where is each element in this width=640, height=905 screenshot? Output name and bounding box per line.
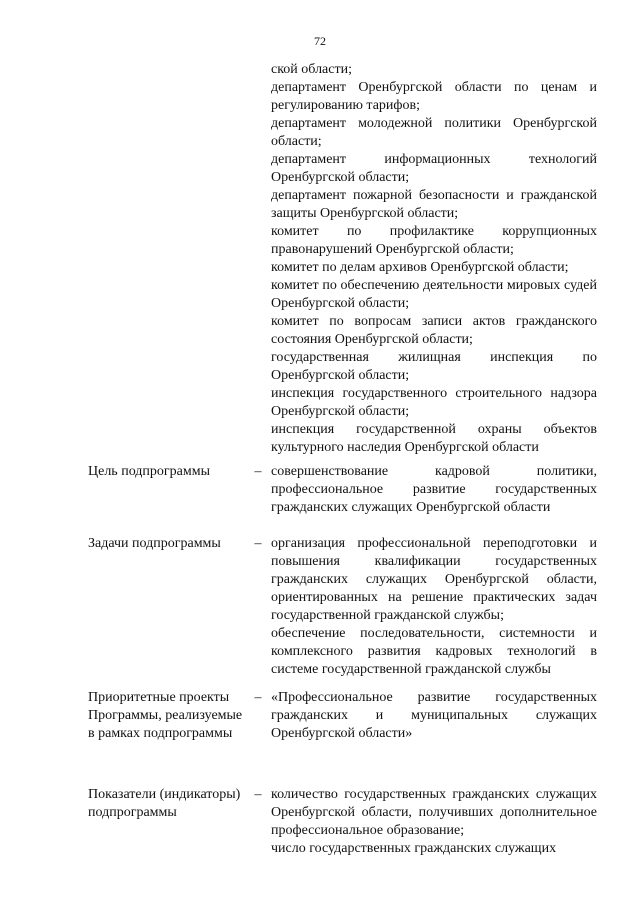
row-dash: –: [254, 690, 262, 705]
list-item: ской области;: [271, 62, 352, 77]
executors-list-continuation: [271, 61, 597, 457]
row-label: Показатели (индикаторы) подпрограммы: [88, 787, 241, 820]
value-paragraph: количество государственных гражданских служащих Оренбургской области, получивших дополнительное профессиональное образование;: [271, 787, 597, 838]
row-value: [271, 463, 597, 517]
value-paragraph: «Профессиональное развитие государственных гражданских и муниципальных служащих Оренбургской области»: [271, 690, 597, 741]
list-item: департамент пожарной безопасности и гражданской защиты Оренбургской области;: [271, 188, 597, 221]
page-number: 72: [314, 34, 326, 48]
list-item: инспекция государственной охраны объектов культурного наследия Оренбургской области: [271, 422, 597, 455]
row-dash: –: [254, 536, 262, 551]
row-value: [271, 689, 597, 743]
row-dash: –: [254, 787, 262, 802]
list-item: государственная жилищная инспекция по Оренбургской области;: [271, 350, 597, 383]
value-paragraph: организация профессиональной переподготовки и повышения квалификации государственных гражданских служащих Оренбургской области, ориентированных на решение практических задач государственной гражданской службы;: [271, 536, 597, 623]
list-item: комитет по делам архивов Оренбургской области;: [271, 260, 569, 275]
value-paragraph: совершенствование кадровой политики, профессиональное развитие государственных гражданских служащих Оренбургской области: [271, 464, 597, 515]
row-value: [271, 786, 597, 858]
list-item: департамент информационных технологий Оренбургской области;: [271, 152, 597, 185]
value-paragraph: обеспечение последовательности, системности и комплексного развития кадровых технологий в системе государственной гражданской службы: [271, 626, 597, 677]
row-dash: –: [254, 464, 262, 479]
row-value: [271, 535, 597, 679]
list-item: инспекция государственного строительного надзора Оренбургской области;: [271, 386, 597, 419]
list-item: департамент молодежной политики Оренбургской области;: [271, 116, 597, 149]
value-paragraph: число государственных гражданских служащих: [271, 841, 557, 856]
list-item: департамент Оренбургской области по ценам и регулированию тарифов;: [271, 80, 597, 113]
row-label: Задачи подпрограммы: [88, 536, 221, 551]
list-item: комитет по профилактике коррупционных правонарушений Оренбургской области;: [271, 224, 597, 257]
list-item: комитет по обеспечению деятельности мировых судей Оренбургской области;: [271, 278, 597, 311]
list-item: комитет по вопросам записи актов гражданского состояния Оренбургской области;: [271, 314, 597, 347]
row-label: Цель подпрограммы: [88, 464, 210, 479]
row-label: Приоритетные проекты Программы, реализуемые в рамках подпрограммы: [88, 690, 243, 741]
